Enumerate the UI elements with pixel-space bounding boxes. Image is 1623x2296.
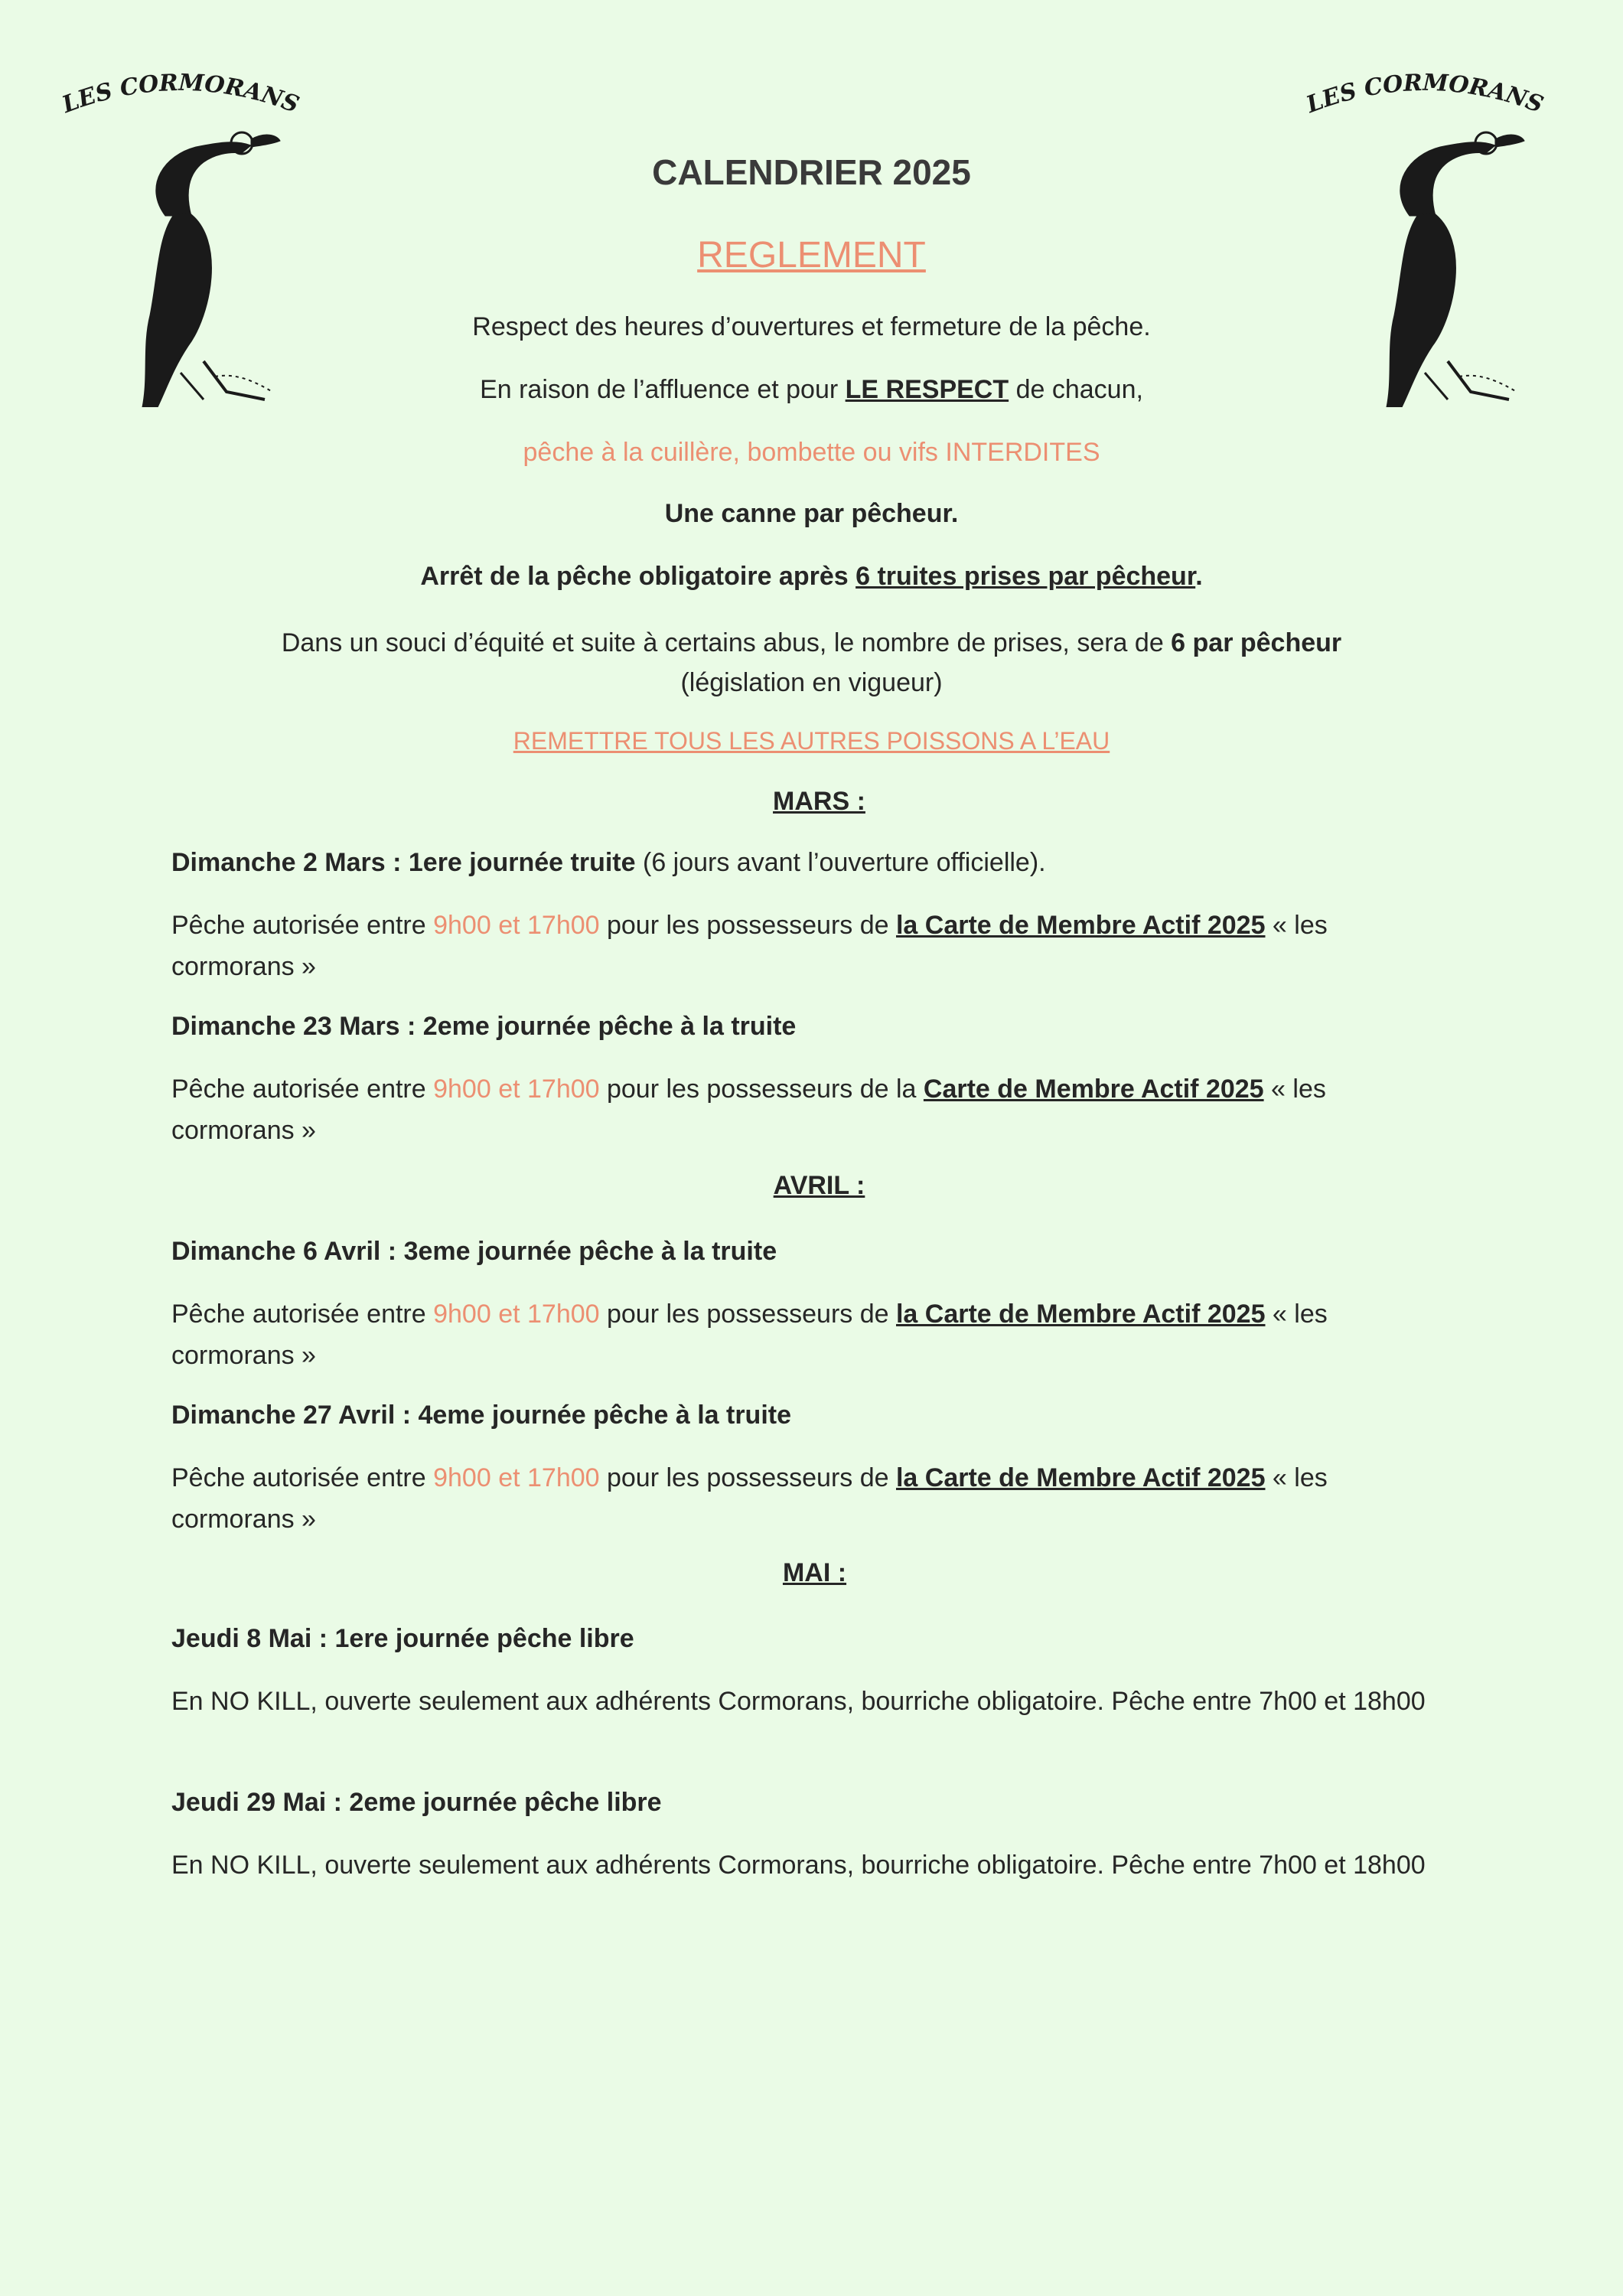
member-card: la Carte de Membre Actif 2025 xyxy=(895,1463,1266,1492)
section-title-avril: AVRIL : xyxy=(773,1171,865,1200)
text-pre: Pêche autorisée entre xyxy=(171,1075,434,1104)
logo-text: LES CORMORANS xyxy=(1302,70,1547,119)
logo-text: LES CORMORANS xyxy=(58,70,303,119)
text-mid: pour les possesseurs de xyxy=(599,911,896,940)
rule-hours: Respect des heures d’ouvertures et fermeture de la pêche. xyxy=(472,312,1151,341)
hours: 9h00 et 17h00 xyxy=(433,911,600,940)
event-avril-2-text xyxy=(171,1457,1426,1540)
rule-release: REMETTRE TOUS LES AUTRES POISSONS A L’EAU xyxy=(513,727,1110,755)
rule-one-rod: Une canne par pêcheur. xyxy=(664,499,959,528)
svg-text:LES CORMORANS xyxy=(58,70,303,119)
text-mid: pour les possesseurs de la xyxy=(599,1075,924,1104)
hours: 9h00 et 17h00 xyxy=(433,1075,600,1104)
event-avril-1-title xyxy=(171,1231,1426,1272)
text-post: « les cormorans » xyxy=(171,1300,1328,1370)
text-pre: Pêche autorisée entre xyxy=(171,911,434,940)
reglement-heading: REGLEMENT xyxy=(697,235,926,276)
section-title-mai: MAI : xyxy=(782,1558,847,1587)
event-mars-1-title xyxy=(171,842,1426,883)
text-post: « les cormorans » xyxy=(171,911,1328,981)
rule-six-emph: 6 truites prises par pêcheur xyxy=(855,562,1196,591)
member-card: la Carte de Membre Actif 2025 xyxy=(895,1300,1266,1329)
event-title: Dimanche 6 Avril : 3eme journée pêche à la truite xyxy=(171,1237,777,1266)
rule-six-pre: Arrêt de la pêche obligatoire après xyxy=(420,562,856,591)
text-pre: Pêche autorisée entre xyxy=(171,1300,434,1329)
section-title-mars: MARS : xyxy=(773,787,865,816)
text-post: « les cormorans » xyxy=(171,1075,1326,1145)
event-mars-2-text xyxy=(171,1068,1426,1151)
svg-text:LES CORMORANS xyxy=(1302,70,1547,119)
event-title: Dimanche 23 Mars : 2eme journée pêche à la truite xyxy=(171,1012,797,1041)
text-pre: Pêche autorisée entre xyxy=(171,1463,434,1492)
event-mai-1-title xyxy=(171,1618,1426,1659)
rule-respect xyxy=(0,375,1623,405)
rule-equity-line2: (législation en vigueur) xyxy=(680,668,943,697)
text-mid: pour les possesseurs de xyxy=(599,1463,896,1492)
rule-respect-emph: LE RESPECT xyxy=(845,375,1009,404)
event-title: Dimanche 27 Avril : 4eme journée pêche à la truite xyxy=(171,1401,792,1430)
event-avril-2-title xyxy=(171,1394,1426,1436)
event-title: Jeudi 29 Mai : 2eme journée pêche libre xyxy=(171,1788,662,1817)
event-avril-1-text xyxy=(171,1293,1426,1376)
rule-respect-pre: En raison de l’affluence et pour xyxy=(480,375,846,404)
event-mars-1-text xyxy=(171,905,1426,987)
event-note: (6 jours avant l’ouverture officielle). xyxy=(635,848,1046,877)
text-mid: pour les possesseurs de xyxy=(599,1300,896,1329)
event-mars-2-title xyxy=(171,1006,1426,1047)
rule-respect-post: de chacun, xyxy=(1009,375,1143,404)
rule-equity-pre: Dans un souci d’équité et suite à certains abus, le nombre de prises, sera de xyxy=(281,628,1172,657)
rule-equity-emph: 6 par pêcheur xyxy=(1171,628,1342,657)
hours: 9h00 et 17h00 xyxy=(433,1300,600,1329)
hours: 9h00 et 17h00 xyxy=(433,1463,600,1492)
rule-equity xyxy=(0,623,1623,703)
event-title: Jeudi 8 Mai : 1ere journée pêche libre xyxy=(171,1624,634,1653)
member-card: Carte de Membre Actif 2025 xyxy=(923,1075,1264,1104)
text-post: « les cormorans » xyxy=(171,1463,1328,1534)
rule-six-trout xyxy=(0,562,1623,592)
event-title: Dimanche 2 Mars : 1ere journée truite xyxy=(171,848,636,877)
event-mai-2-title xyxy=(171,1782,1426,1823)
rule-six-post: . xyxy=(1195,562,1203,591)
event-mai-2-text: En NO KILL, ouverte seulement aux adhérents Cormorans, bourriche obligatoire. Pêche entre 7h00 et 18h00 xyxy=(171,1851,1426,1880)
event-mai-1-text: En NO KILL, ouverte seulement aux adhérents Cormorans, bourriche obligatoire. Pêche entre 7h00 et 18h00 xyxy=(171,1687,1426,1716)
page-title: CALENDRIER 2025 xyxy=(652,152,971,192)
rule-forbidden: pêche à la cuillère, bombette ou vifs INTERDITES xyxy=(523,438,1100,467)
member-card: la Carte de Membre Actif 2025 xyxy=(895,911,1266,940)
